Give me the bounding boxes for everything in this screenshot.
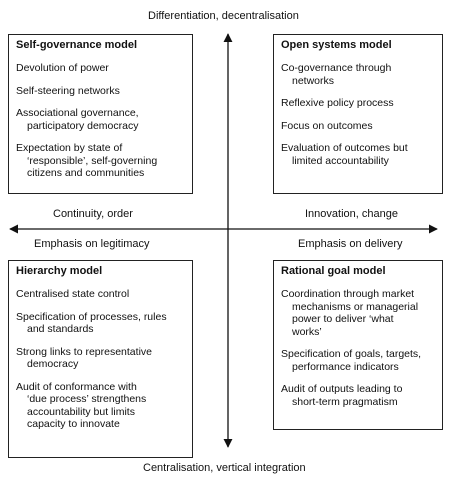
box-item-line: accountability but limits (27, 405, 135, 418)
box-item (281, 348, 436, 373)
box-item-line: Associational governance, (16, 107, 139, 119)
box-title: Open systems model (281, 39, 392, 51)
box-item-line: limited accountability (292, 154, 389, 167)
hierarchy-box (8, 260, 193, 458)
box-item (16, 381, 186, 431)
box-item-line: Self-steering networks (16, 84, 120, 97)
open-systems-box (273, 34, 443, 194)
box-item-line: Audit of outputs leading to (281, 383, 403, 395)
box-item-line: power to deliver ‘what (292, 313, 394, 325)
axis-right-upper-label: Innovation, change (305, 208, 398, 220)
box-item (16, 311, 186, 336)
rational-goal-box (273, 260, 443, 430)
axis-left-lower-label: Emphasis on legitimacy (34, 238, 150, 250)
box-item-line: citizens and communities (27, 167, 145, 179)
box-item-line: works’ (292, 325, 322, 338)
box-item-line: Expectation by state of (16, 142, 123, 154)
box-item-line: Devolution of power (16, 62, 109, 74)
box-item (16, 142, 186, 180)
box-item-line: capacity to innovate (27, 418, 120, 430)
box-item-line: short-term pragmatism (292, 395, 398, 408)
box-item (16, 346, 186, 371)
axis-left-upper-label: Continuity, order (53, 208, 133, 220)
box-item-line: Audit of conformance with (16, 380, 137, 393)
box-item-line: mechanisms or managerial (292, 300, 419, 313)
box-item (281, 383, 436, 408)
box-item-line: Focus on outcomes (281, 119, 373, 132)
box-item-line: ‘due process’ strengthens (27, 393, 147, 405)
box-item-line: performance indicators (292, 360, 399, 373)
box-title: Hierarchy model (16, 265, 103, 277)
box-item-line: participatory democracy (27, 119, 139, 132)
box-item-line: Specification of processes, rules (16, 310, 167, 323)
box-item-line: ‘responsible’, self-governing (27, 154, 158, 167)
box-item-line: Centralised state control (16, 288, 130, 300)
box-item-line: and standards (27, 323, 94, 335)
box-item-line: Specification of goals, targets, (281, 348, 422, 360)
box-item (16, 62, 186, 75)
box-item-line: democracy (27, 358, 79, 370)
box-item-line: networks (292, 74, 335, 87)
box-title: Rational goal model (281, 265, 386, 277)
box-item-line: Reflexive policy process (281, 97, 394, 109)
box-item (281, 288, 436, 338)
axis-top-label: Differentiation, decentralisation (148, 10, 299, 22)
box-item (281, 97, 436, 110)
box-item (16, 288, 186, 301)
box-item (16, 107, 186, 132)
box-item (16, 85, 186, 98)
box-item-line: Coordination through market (281, 288, 415, 300)
box-item (281, 142, 436, 167)
axis-right-lower-label: Emphasis on delivery (298, 238, 403, 250)
box-item-line: Co-governance through (281, 62, 392, 74)
box-item-line: Evaluation of outcomes but (281, 142, 408, 154)
box-item (281, 120, 436, 133)
axis-bottom-label: Centralisation, vertical integration (143, 462, 306, 474)
box-item (281, 62, 436, 87)
box-item-line: Strong links to representative (16, 345, 152, 358)
self-governance-box (8, 34, 193, 194)
box-title: Self-governance model (16, 39, 138, 51)
